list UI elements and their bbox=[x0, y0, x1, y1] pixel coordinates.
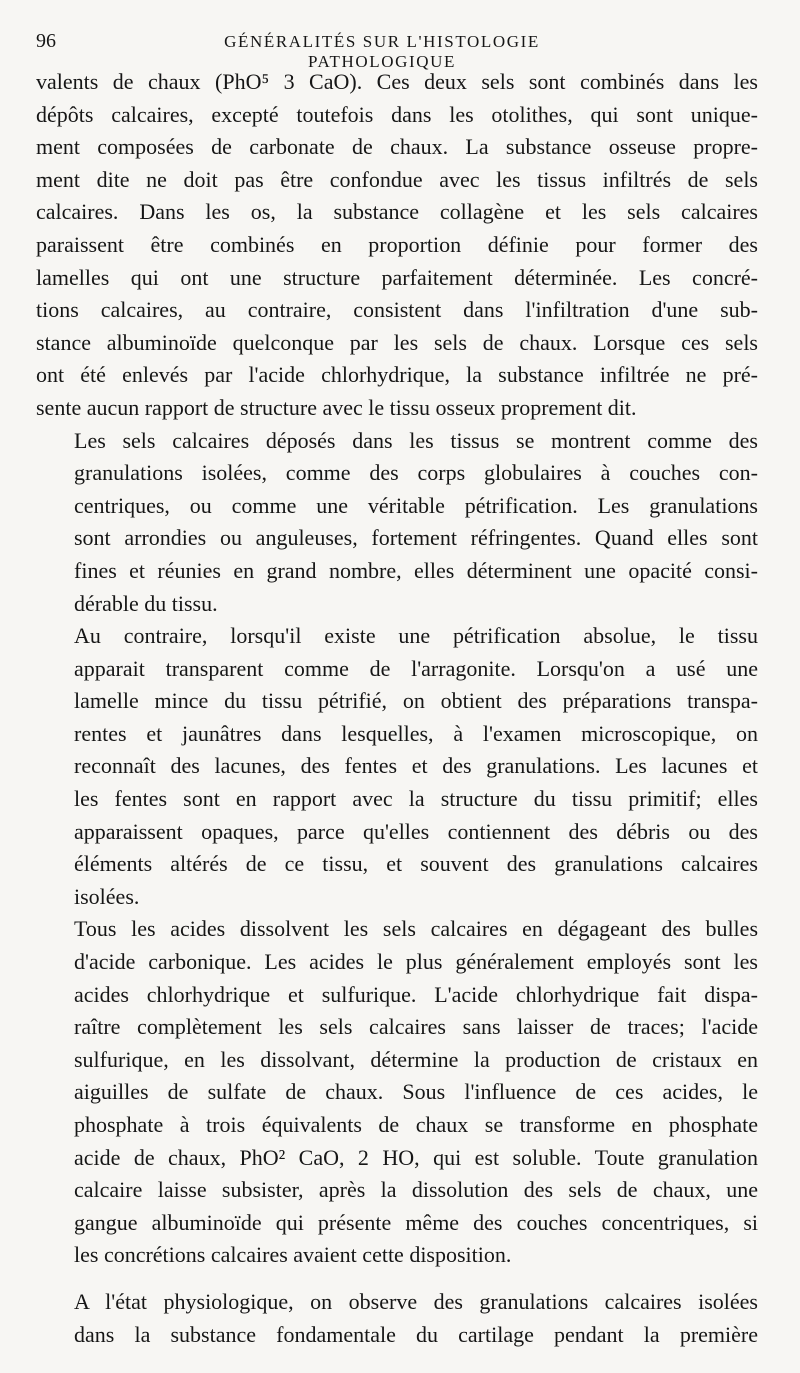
text-line: stance albuminoïde quelconque par les sels de chaux. Lorsque ces sels bbox=[36, 329, 758, 355]
paragraph-2 bbox=[36, 425, 758, 621]
text-line: lamelles qui ont une structure parfaitement déterminée. Les concré- bbox=[36, 264, 758, 290]
text-line: tions calcaires, au contraire, consistent dans l'infiltration d'une sub- bbox=[36, 297, 758, 323]
text-line: sente aucun rapport de structure avec le tissu osseux proprement dit. bbox=[36, 394, 637, 420]
paragraph-5 bbox=[36, 1286, 758, 1351]
text-line: valents de chaux (PhO⁵ 3 CaO). Ces deux sels sont combinés dans les bbox=[36, 69, 758, 94]
paragraph-3 bbox=[36, 620, 758, 913]
text-line: dérable du tissu. bbox=[74, 590, 218, 616]
text-line: les fentes sont en rapport avec la structure du tissu primitif; elles bbox=[74, 786, 758, 812]
text-line: Tous les acides dissolvent les sels calcaires en dégageant des bulles bbox=[74, 916, 758, 942]
running-head bbox=[36, 30, 758, 71]
text-line: Au contraire, lorsqu'il existe une pétrification absolue, le tissu bbox=[74, 623, 758, 649]
text-line: reconnaît des lacunes, des fentes et des granulations. Les lacunes et bbox=[74, 753, 758, 779]
page-number: 96 bbox=[36, 30, 56, 52]
text-line: sulfurique, en les dissolvant, détermine la production de cristaux en bbox=[74, 1046, 758, 1072]
text-line: fines et réunies en grand nombre, elles déterminent une opacité consi- bbox=[74, 557, 758, 583]
text-line: centriques, ou comme une véritable pétrification. Les granulations bbox=[74, 492, 758, 518]
paragraph-4 bbox=[36, 913, 758, 1272]
text-line: lamelle mince du tissu pétrifié, on obtient des préparations transpa- bbox=[74, 688, 758, 714]
text-line: phosphate à trois équivalents de chaux se transforme en phosphate bbox=[74, 1112, 758, 1137]
text-line: ment composées de carbonate de chaux. La substance osseuse propre- bbox=[36, 134, 758, 160]
text-line: dans la substance fondamentale du cartilage pendant la première bbox=[74, 1321, 758, 1347]
text-line: raître complètement les sels calcaires sans laisser de traces; l'acide bbox=[74, 1014, 758, 1040]
text-line: ment dite ne doit pas être confondue avec les tissus infiltrés de sels bbox=[36, 166, 758, 192]
text-line: sont arrondies ou anguleuses, fortement réfringentes. Quand elles sont bbox=[74, 525, 758, 551]
text-line: apparaissent opaques, parce qu'elles contiennent des débris ou des bbox=[74, 818, 758, 844]
text-line: calcaire laisse subsister, après la dissolution des sels de chaux, une bbox=[74, 1177, 758, 1203]
text-line: granulations isolées, comme des corps globulaires à couches con- bbox=[74, 460, 758, 486]
body-text bbox=[36, 66, 758, 1351]
text-line: apparait transparent comme de l'arragonite. Lorsqu'on a usé une bbox=[74, 655, 758, 681]
text-line: paraissent être combinés en proportion définie pour former des bbox=[36, 231, 758, 257]
text-line: Les sels calcaires déposés dans les tissus se montrent comme des bbox=[74, 427, 758, 453]
text-line: aiguilles de sulfate de chaux. Sous l'influence de ces acides, le bbox=[74, 1079, 758, 1105]
text-line: calcaires. Dans les os, la substance collagène et les sels calcaires bbox=[36, 199, 758, 225]
text-line: acide de chaux, PhO² CaO, 2 HO, qui est soluble. Toute granulation bbox=[74, 1144, 758, 1170]
text-line: dépôts calcaires, excepté toutefois dans les otolithes, qui sont unique- bbox=[36, 101, 758, 127]
text-line: ont été enlevés par l'acide chlorhydrique, la substance infiltrée ne pré- bbox=[36, 362, 758, 388]
text-line: isolées. bbox=[74, 883, 140, 909]
text-line: les concrétions calcaires avaient cette disposition. bbox=[74, 1242, 512, 1268]
text-line: éléments altérés de ce tissu, et souvent des granulations calcaires bbox=[74, 851, 758, 877]
text-line: rentes et jaunâtres dans lesquelles, à l'examen microscopique, on bbox=[74, 720, 758, 746]
text-line: A l'état physiologique, on observe des granulations calcaires isolées bbox=[74, 1288, 758, 1314]
running-title: GÉNÉRALITÉS SUR L'HISTOLOGIE PATHOLOGIQUE bbox=[224, 32, 540, 71]
paragraph-1 bbox=[36, 66, 758, 425]
text-line: acides chlorhydrique et sulfurique. L'acide chlorhydrique fait dispa- bbox=[74, 981, 758, 1007]
text-line: gangue albuminoïde qui présente même des couches concentriques, si bbox=[74, 1209, 758, 1235]
text-line: d'acide carbonique. Les acides le plus généralement employés sont les bbox=[74, 949, 758, 975]
